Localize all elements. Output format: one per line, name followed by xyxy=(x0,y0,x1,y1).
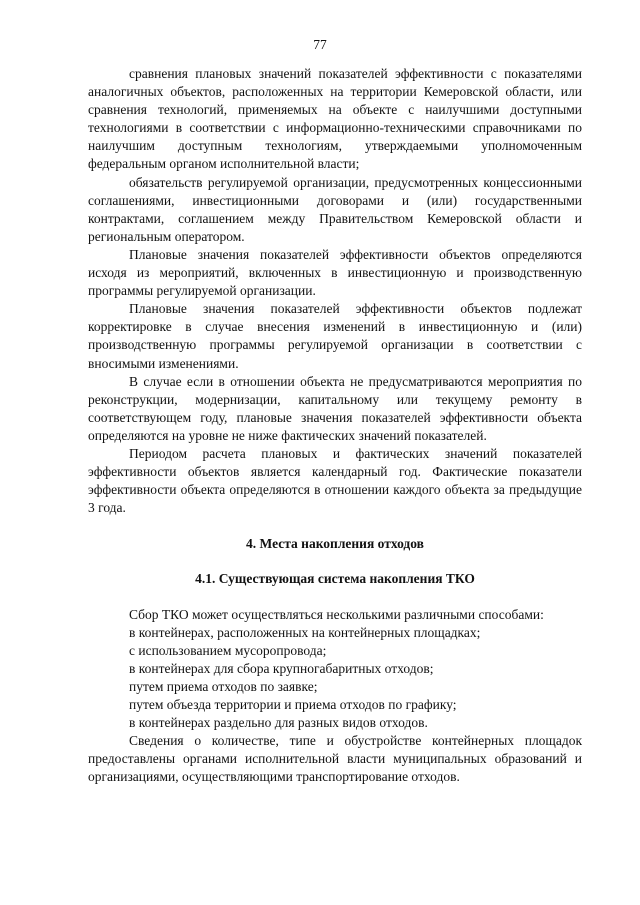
paragraph-adjustment: Плановые значения показателей эффективности объектов подлежат корректировке в случае внесения изменений в инвестиционную и (или) производственную программы регулируемой организации в соответствии с вносимыми изменениями. xyxy=(88,301,582,371)
paragraph-planned-values: Плановые значения показателей эффективности объектов определяются исходя из мероприятий, включенных в инвестиционную и производственную программы регулируемой организации. xyxy=(88,246,582,299)
paragraph-no-measures: В случае если в отношении объекта не предусматриваются мероприятия по реконструкции, модернизации, капитальному или текущему ремонту в соответствующем году, плановые значения показателей эффективности объекта определяются на уровне не ниже фактических значений показателей. xyxy=(88,373,582,443)
list-item-method: путем приема отходов по заявке; xyxy=(129,678,318,694)
page-number: 77 xyxy=(313,37,327,52)
list-item-method: с использованием мусоропровода; xyxy=(129,642,327,658)
document-body xyxy=(88,65,582,786)
list-item-method: путем объезда территории и приема отходов по графику; xyxy=(129,697,457,712)
paragraph-obligations: обязательств регулируемой организации, предусмотренных концессионными соглашениями, инвестиционными договорами и (или) государственными контрактами, соглашением между Правительством Кемеровской области и региональным оператором. xyxy=(88,174,582,244)
paragraph-container-sites: Сведения о количестве, типе и обустройстве контейнерных площадок предоставлены органами исполнительной власти муниципальных образований и организациями, осуществляющими транспортирование отходов. xyxy=(88,733,582,785)
subsection-heading: 4.1. Существующая система накопления ТКО xyxy=(195,571,475,587)
paragraph-calculation-period: Периодом расчета плановых и фактических значений показателей эффективности объектов является календарный год. Фактические показатели эффективности объекта определяются в отношении каждого объекта за предыдущие 3 года. xyxy=(88,445,582,516)
paragraph-collection-intro: Сбор ТКО может осуществляться несколькими различными способами: xyxy=(129,606,544,622)
list-item-method: в контейнерах раздельно для разных видов отходов. xyxy=(129,715,428,731)
paragraph-comparison: сравнения плановых значений показателей эффективности с показателями аналогичных объектов, расположенных на территории Кемеровской области, или сравнения технологий, применяемых на объекте с наилучшими доступными технологиями в соответствии с информационно-техническими справочниками по наилучшим доступным технологиям, утверждаемыми уполномоченным федеральным органом исполнительной власти; xyxy=(88,66,582,172)
section-heading: 4. Места накопления отходов xyxy=(246,536,424,552)
list-item-method: в контейнерах, расположенных на контейнерных площадках; xyxy=(129,624,481,640)
list-item-method: в контейнерах для сбора крупногабаритных отходов; xyxy=(129,660,434,676)
